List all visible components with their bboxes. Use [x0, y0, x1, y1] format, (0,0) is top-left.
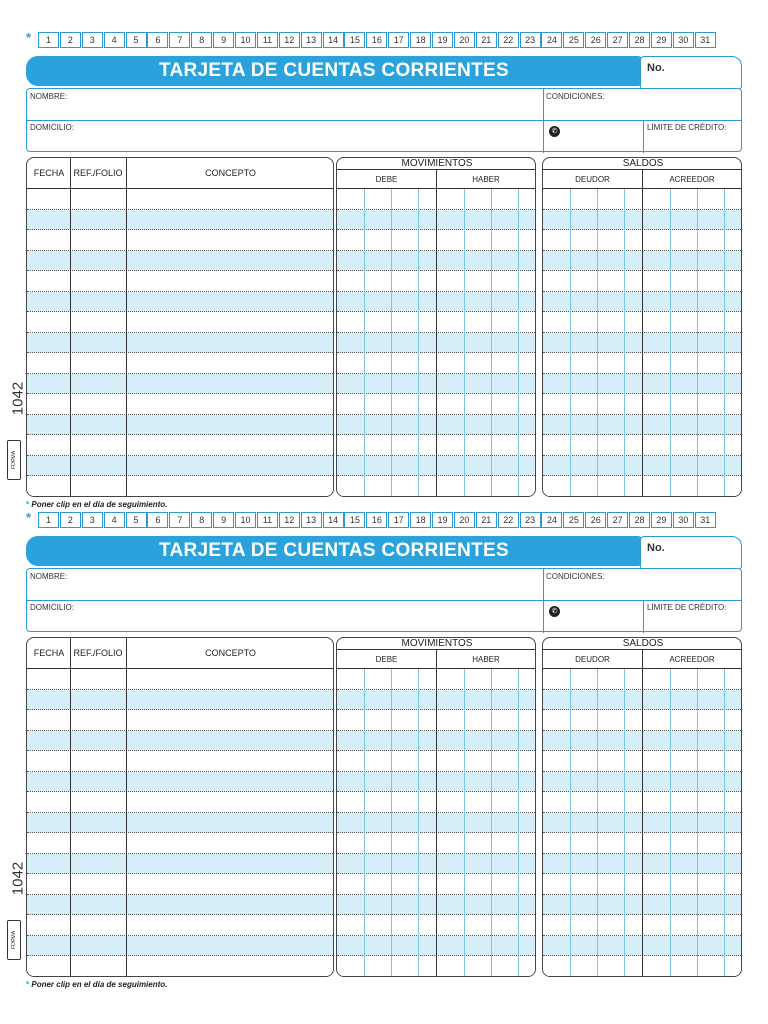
- day-tab-17[interactable]: 17: [388, 32, 409, 48]
- day-tab-18[interactable]: 18: [410, 32, 431, 48]
- footnote: [26, 500, 167, 509]
- deudor-header: DEUDOR: [575, 175, 610, 184]
- digit-divider: [697, 669, 698, 976]
- table-row[interactable]: [27, 435, 333, 456]
- day-tab-13[interactable]: 13: [301, 32, 322, 48]
- col-divider: [436, 169, 437, 496]
- day-tab-16[interactable]: 16: [366, 512, 387, 528]
- client-info-box: [26, 88, 742, 152]
- fecha-header: FECHA: [33, 168, 65, 178]
- digit-divider: [597, 189, 598, 496]
- digit-divider: [464, 189, 465, 496]
- day-tab-9[interactable]: 9: [213, 32, 234, 48]
- table-row[interactable]: [27, 333, 333, 354]
- table-row[interactable]: [27, 189, 333, 210]
- day-tab-14[interactable]: 14: [323, 32, 344, 48]
- info-divider: [27, 120, 741, 121]
- saldos-header: SALDOS: [622, 158, 664, 169]
- table-row[interactable]: [27, 956, 333, 977]
- haber-header: HABER: [472, 655, 500, 664]
- digit-divider: [491, 189, 492, 496]
- footnote-star: *: [26, 500, 30, 509]
- day-tabs: [38, 32, 717, 48]
- day-tab-5[interactable]: 5: [126, 32, 147, 48]
- digit-divider: [518, 189, 519, 496]
- day-tab-30[interactable]: 30: [673, 512, 694, 528]
- day-tab-6[interactable]: 6: [147, 32, 168, 48]
- header-divider: [27, 668, 333, 669]
- day-tab-7[interactable]: 7: [169, 512, 190, 528]
- day-tab-5[interactable]: 5: [126, 512, 147, 528]
- digit-divider: [670, 189, 671, 496]
- deudor-header: DEUDOR: [575, 655, 610, 664]
- day-tab-strip: [24, 30, 744, 50]
- footnote: [26, 980, 167, 989]
- header-divider: [27, 188, 333, 189]
- col-divider: [642, 169, 643, 496]
- haber-header: HABER: [472, 175, 500, 184]
- day-tab-13[interactable]: 13: [301, 512, 322, 528]
- day-tab-12[interactable]: 12: [279, 32, 300, 48]
- digit-divider: [391, 189, 392, 496]
- table-row[interactable]: [27, 710, 333, 731]
- table-row[interactable]: [27, 312, 333, 333]
- day-tab-15[interactable]: 15: [344, 32, 365, 48]
- digit-divider: [724, 189, 725, 496]
- col-divider: [70, 638, 71, 976]
- card-title: TARJETA DE CUENTAS CORRIENTES: [26, 56, 642, 86]
- day-tab-19[interactable]: 19: [432, 32, 453, 48]
- day-tab-6[interactable]: 6: [147, 512, 168, 528]
- digit-divider: [624, 189, 625, 496]
- info-divider-vertical-2: [643, 120, 644, 153]
- info-divider-vertical: [543, 569, 544, 633]
- table-row[interactable]: [27, 690, 333, 711]
- saldos-table: [542, 637, 742, 977]
- digit-divider: [391, 669, 392, 976]
- acreedor-header: ACREEDOR: [669, 655, 715, 664]
- table-row[interactable]: [27, 210, 333, 231]
- digit-divider: [518, 669, 519, 976]
- day-tab-17[interactable]: 17: [388, 512, 409, 528]
- info-divider-vertical-2: [643, 600, 644, 633]
- digit-divider: [418, 189, 419, 496]
- day-tab-20[interactable]: 20: [454, 32, 475, 48]
- day-tab-11[interactable]: 11: [257, 32, 278, 48]
- day-tab-22[interactable]: 22: [498, 512, 519, 528]
- day-tab-21[interactable]: 21: [476, 512, 497, 528]
- day-tab-26[interactable]: 26: [585, 512, 606, 528]
- concepto-header: CONCEPTO: [205, 168, 256, 178]
- domicilio-field[interactable]: DOMICILIO:: [30, 123, 75, 132]
- day-tab-10[interactable]: 10: [235, 512, 256, 528]
- day-tab-23[interactable]: 23: [520, 32, 541, 48]
- movimientos-table: [336, 637, 536, 977]
- movimientos-header: MOVIMIENTOS: [401, 158, 473, 169]
- day-tab-26[interactable]: 26: [585, 32, 606, 48]
- table-row[interactable]: [27, 915, 333, 936]
- domicilio-field[interactable]: DOMICILIO:: [30, 603, 75, 612]
- day-tab-18[interactable]: 18: [410, 512, 431, 528]
- nombre-field[interactable]: NOMBRE:: [30, 92, 68, 101]
- day-tab-27[interactable]: 27: [607, 32, 628, 48]
- day-tab-9[interactable]: 9: [213, 512, 234, 528]
- limite-credito-field[interactable]: LÍMITE DE CRÉDITO:: [647, 123, 727, 132]
- day-tab-19[interactable]: 19: [432, 512, 453, 528]
- digit-divider: [364, 189, 365, 496]
- digit-divider: [724, 669, 725, 976]
- table-row[interactable]: [27, 895, 333, 916]
- info-divider-vertical: [543, 89, 544, 153]
- info-divider: [27, 600, 741, 601]
- debe-header: DEBE: [375, 175, 398, 184]
- day-tab-28[interactable]: 28: [629, 32, 650, 48]
- star-marker: *: [26, 30, 32, 45]
- brand-logo: FORMA: [7, 440, 21, 480]
- account-card-bottom: [9, 510, 744, 990]
- digit-divider: [464, 669, 465, 976]
- day-tab-22[interactable]: 22: [498, 32, 519, 48]
- nombre-field[interactable]: NOMBRE:: [30, 572, 68, 581]
- digit-divider: [670, 669, 671, 976]
- number-label: No.: [647, 542, 665, 554]
- table-row[interactable]: [27, 772, 333, 793]
- day-tab-7[interactable]: 7: [169, 32, 190, 48]
- day-tab-25[interactable]: 25: [563, 512, 584, 528]
- concepto-header: CONCEPTO: [205, 648, 256, 658]
- table-row[interactable]: [27, 374, 333, 395]
- day-tabs: [38, 512, 717, 528]
- day-tab-12[interactable]: 12: [279, 512, 300, 528]
- footnote-text: Poner clip en el día de seguimiento.: [31, 980, 168, 989]
- col-divider: [126, 638, 127, 976]
- debe-header: DEBE: [375, 655, 398, 664]
- acreedor-header: ACREEDOR: [669, 175, 715, 184]
- day-tab-20[interactable]: 20: [454, 512, 475, 528]
- table-row[interactable]: [27, 833, 333, 854]
- table-row[interactable]: [27, 936, 333, 957]
- table-row[interactable]: [27, 292, 333, 313]
- table-row[interactable]: [27, 874, 333, 895]
- day-tab-8[interactable]: 8: [191, 32, 212, 48]
- day-tab-21[interactable]: 21: [476, 32, 497, 48]
- col-divider: [642, 649, 643, 976]
- day-tab-1[interactable]: 1: [38, 512, 59, 528]
- day-tab-29[interactable]: 29: [651, 32, 672, 48]
- saldos-header: SALDOS: [622, 638, 664, 649]
- digit-divider: [570, 669, 571, 976]
- day-tab-14[interactable]: 14: [323, 512, 344, 528]
- ref-folio-header: REF./FOLIO: [73, 648, 123, 658]
- movimientos-header: MOVIMIENTOS: [401, 638, 473, 649]
- day-tab-27[interactable]: 27: [607, 512, 628, 528]
- day-tab-31[interactable]: 31: [695, 512, 716, 528]
- fecha-header: FECHA: [33, 648, 65, 658]
- col-divider: [436, 649, 437, 976]
- form-code-number: 1042: [9, 861, 27, 896]
- day-tab-10[interactable]: 10: [235, 32, 256, 48]
- digit-divider: [697, 189, 698, 496]
- day-tab-25[interactable]: 25: [563, 32, 584, 48]
- table-row[interactable]: [27, 751, 333, 772]
- table-row[interactable]: [27, 394, 333, 415]
- saldos-table: [542, 157, 742, 497]
- footnote-star: *: [26, 980, 30, 989]
- movimientos-table: [336, 157, 536, 497]
- footnote-text: Poner clip en el día de seguimiento.: [31, 500, 168, 509]
- digit-divider: [597, 669, 598, 976]
- account-card-top: [9, 30, 744, 510]
- card-title: TARJETA DE CUENTAS CORRIENTES: [26, 536, 642, 566]
- form-code: [4, 380, 27, 490]
- col-divider: [126, 158, 127, 496]
- digit-divider: [570, 189, 571, 496]
- day-tab-29[interactable]: 29: [651, 512, 672, 528]
- number-box[interactable]: [640, 536, 742, 570]
- day-tab-11[interactable]: 11: [257, 512, 278, 528]
- table-row[interactable]: [27, 251, 333, 272]
- concept-rows: [27, 189, 333, 496]
- digit-divider: [418, 669, 419, 976]
- digit-divider: [364, 669, 365, 976]
- table-row[interactable]: [27, 353, 333, 374]
- day-tab-2[interactable]: 2: [60, 32, 81, 48]
- day-tab-strip: [24, 510, 744, 530]
- number-box[interactable]: [640, 56, 742, 90]
- client-info-box: [26, 568, 742, 632]
- day-tab-30[interactable]: 30: [673, 32, 694, 48]
- day-tab-31[interactable]: 31: [695, 32, 716, 48]
- limite-credito-field[interactable]: LÍMITE DE CRÉDITO:: [647, 603, 727, 612]
- concept-rows: [27, 669, 333, 976]
- table-row[interactable]: [27, 731, 333, 752]
- table-row[interactable]: [27, 415, 333, 436]
- day-tab-1[interactable]: 1: [38, 32, 59, 48]
- day-tab-4[interactable]: 4: [104, 512, 125, 528]
- concept-table: [26, 157, 334, 497]
- day-tab-8[interactable]: 8: [191, 512, 212, 528]
- phone-icon: ✆: [549, 606, 560, 617]
- phone-icon: ✆: [549, 126, 560, 137]
- number-label: No.: [647, 62, 665, 74]
- col-divider: [70, 158, 71, 496]
- table-row[interactable]: [27, 476, 333, 497]
- table-row[interactable]: [27, 792, 333, 813]
- form-code: [4, 860, 27, 970]
- table-row[interactable]: [27, 230, 333, 251]
- table-row[interactable]: [27, 813, 333, 834]
- day-tab-3[interactable]: 3: [82, 512, 103, 528]
- day-tab-24[interactable]: 24: [541, 512, 562, 528]
- table-row[interactable]: [27, 456, 333, 477]
- star-marker: *: [26, 510, 32, 525]
- day-tab-28[interactable]: 28: [629, 512, 650, 528]
- condiciones-field[interactable]: CONDICIONES:: [546, 92, 605, 101]
- table-row[interactable]: [27, 669, 333, 690]
- digit-divider: [491, 669, 492, 976]
- day-tab-2[interactable]: 2: [60, 512, 81, 528]
- day-tab-4[interactable]: 4: [104, 32, 125, 48]
- ref-folio-header: REF./FOLIO: [73, 168, 123, 178]
- day-tab-23[interactable]: 23: [520, 512, 541, 528]
- concept-table: [26, 637, 334, 977]
- day-tab-16[interactable]: 16: [366, 32, 387, 48]
- table-row[interactable]: [27, 854, 333, 875]
- brand-logo: FORMA: [7, 920, 21, 960]
- form-code-number: 1042: [9, 381, 27, 416]
- digit-divider: [624, 669, 625, 976]
- day-tab-3[interactable]: 3: [82, 32, 103, 48]
- condiciones-field[interactable]: CONDICIONES:: [546, 572, 605, 581]
- day-tab-24[interactable]: 24: [541, 32, 562, 48]
- day-tab-15[interactable]: 15: [344, 512, 365, 528]
- table-row[interactable]: [27, 271, 333, 292]
